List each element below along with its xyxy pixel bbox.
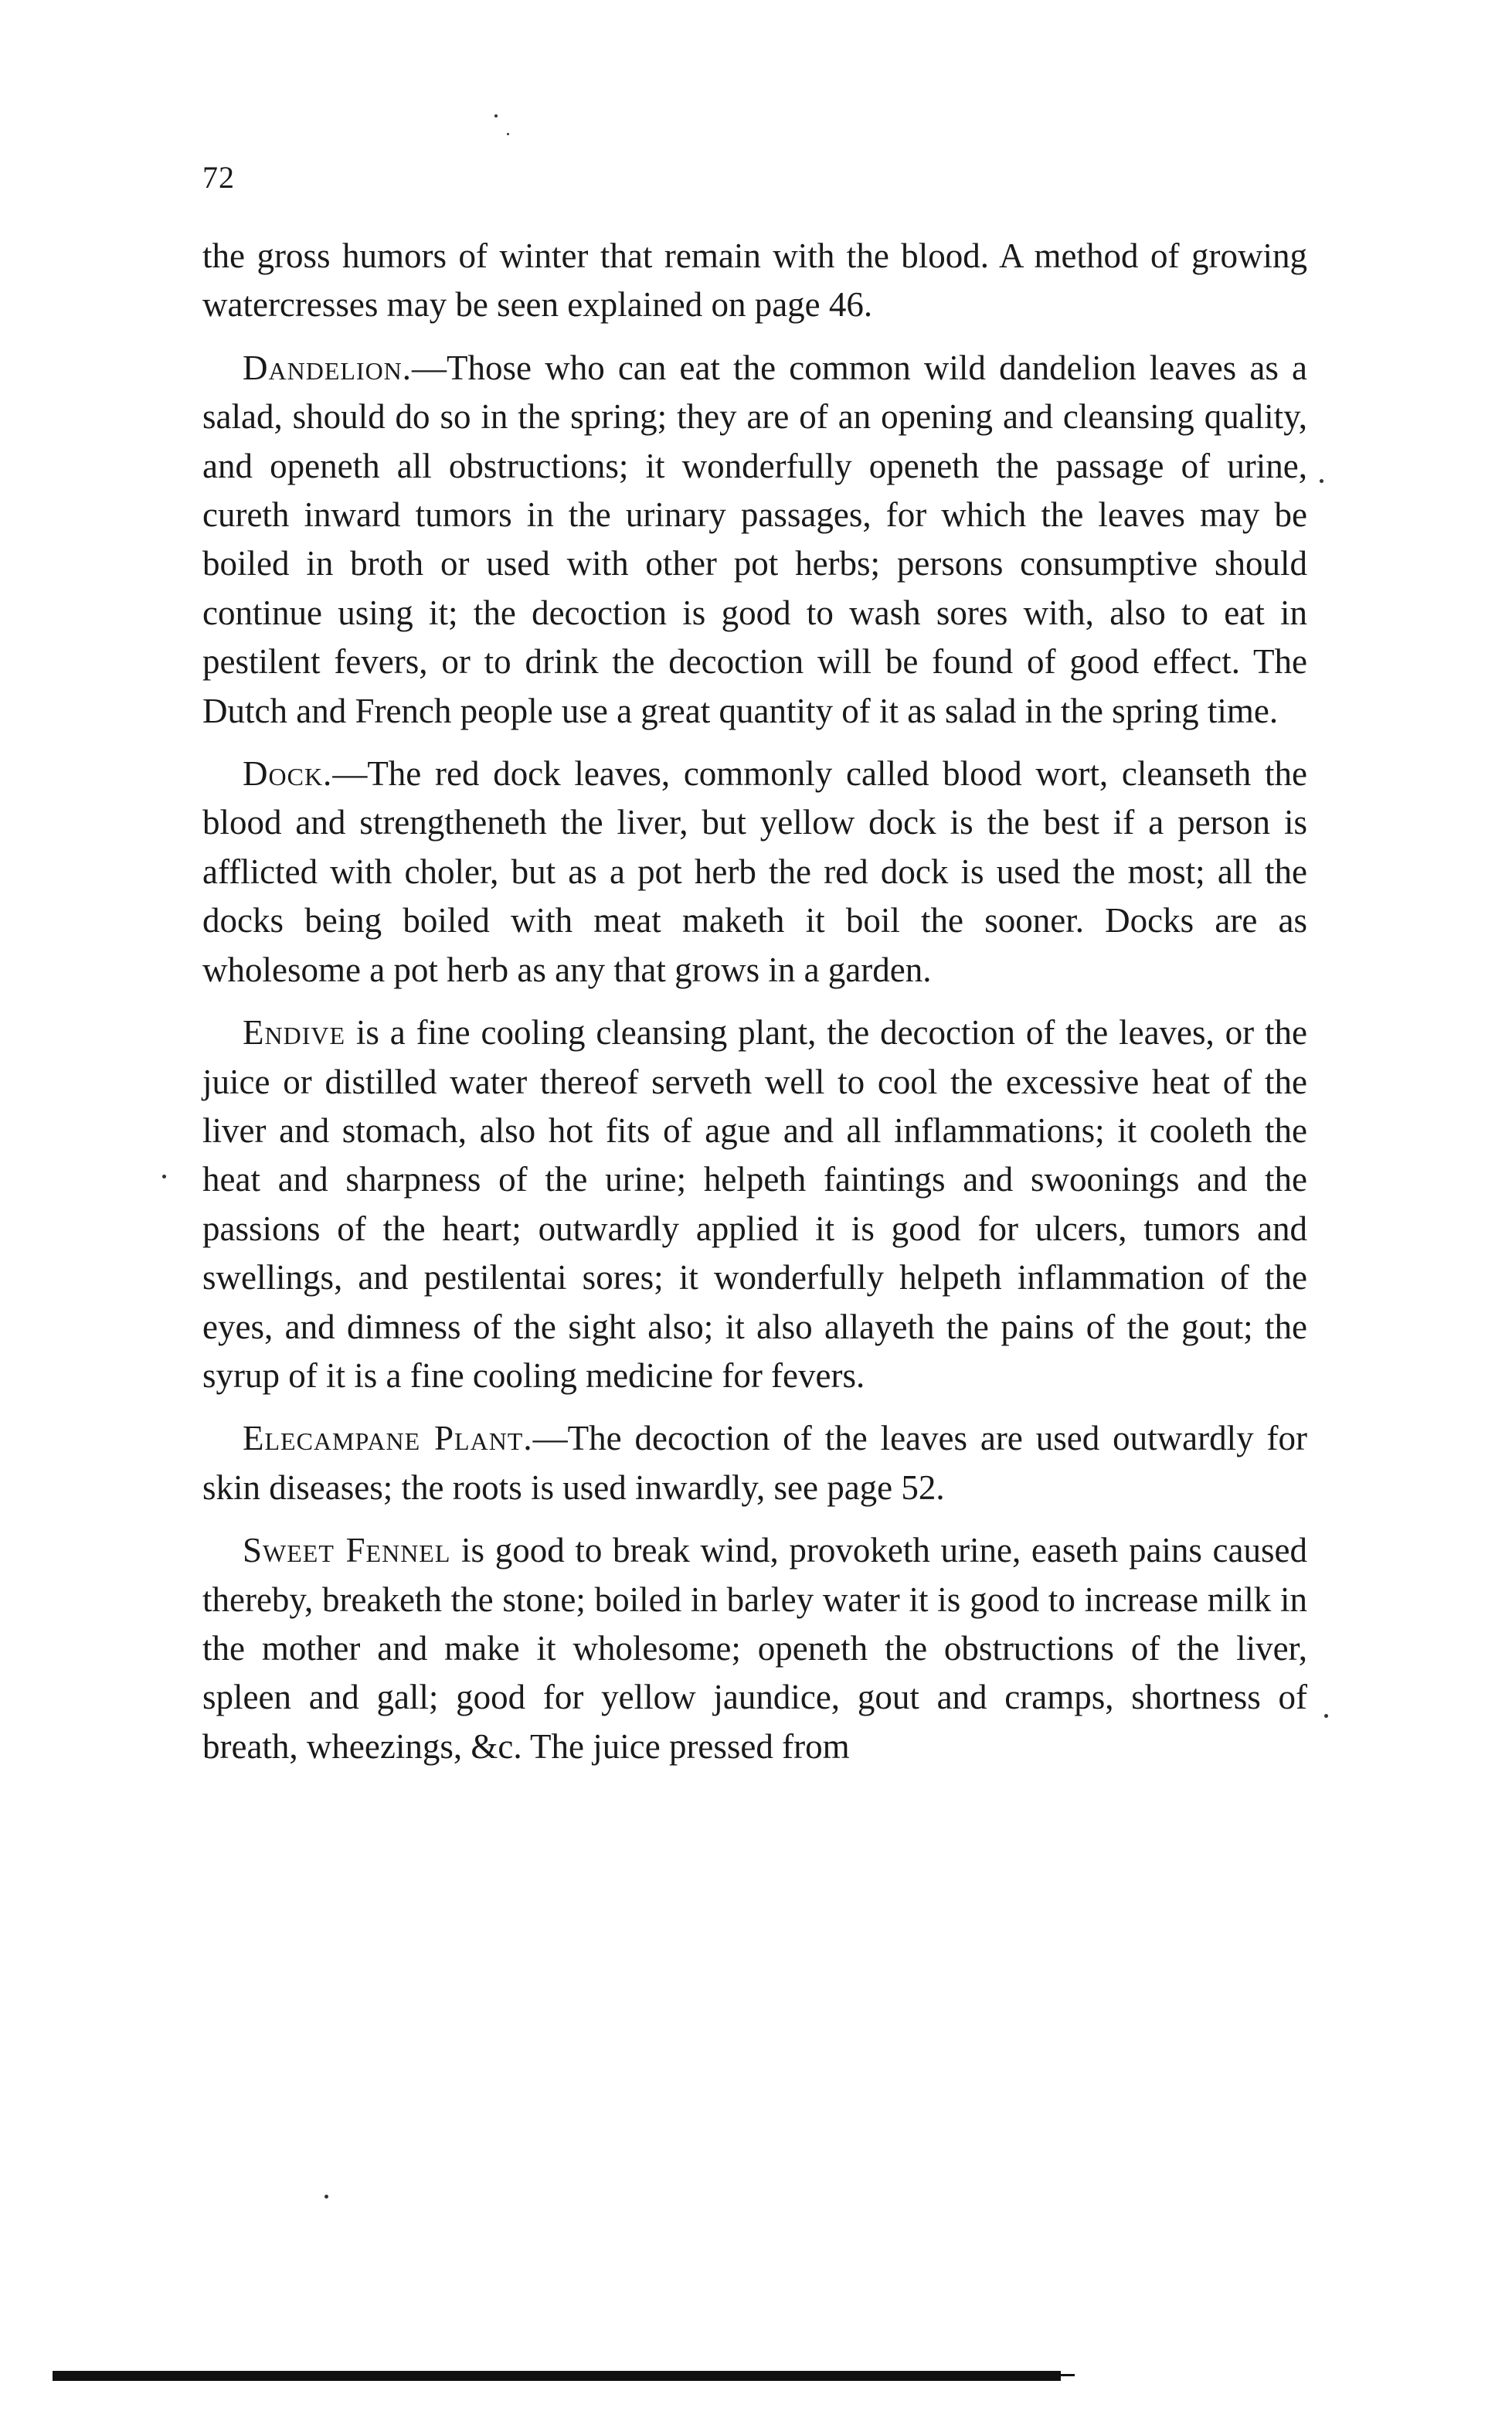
entry-dock xyxy=(202,750,1307,995)
scan-edge-bar xyxy=(53,2371,1061,2381)
entry-heading: Sweet Fennel xyxy=(243,1531,451,1570)
page-number: 72 xyxy=(202,160,235,195)
ink-speck xyxy=(507,133,509,135)
entry-heading: Endive xyxy=(243,1013,346,1053)
entry-heading: Elecampane Plant. xyxy=(243,1419,533,1458)
entry-text: is good to break wind, provoketh urine, easeth pains caused thereby, breaketh the stone; boiled in barley water it is good to increase milk in the mother and make it wholesome; openeth the obstructions of the liver, spleen and gall; good for yellow jaundice, gout and cramps, shortness of breath, wheezings, &c. The juice pressed from xyxy=(202,1531,1307,1766)
entry-text: —Those who can eat the common wild dandelion leaves as a salad, should do so in the spring; they are of an opening and cleansing quality, and openeth all obstructions; it wonderfully openeth the passage of urine, cureth inward tumors in the urinary passages, for which the leaves may be boiled in broth or used with other pot herbs; persons consumptive should continue using it; the decoction is good to wash sores with, also to eat in pestilent fevers, or to drink the decoction will be found of good effect. The Dutch and French people use a great quantity of it as salad in the spring time. xyxy=(202,348,1307,730)
ink-speck xyxy=(1320,479,1323,483)
entry-heading: Dandelion. xyxy=(243,348,413,387)
entry-text: —The decoction of the leaves are used outwardly for skin diseases; the roots is used inwardly, see page 52. xyxy=(202,1419,1307,1507)
ink-speck xyxy=(494,114,498,117)
ink-speck xyxy=(324,2195,328,2199)
paragraph-text: the gross humors of winter that remain with the blood. A method of growing watercresses may be seen explained on page 46. xyxy=(202,236,1307,325)
ink-speck xyxy=(162,1175,166,1178)
entry-elecampane xyxy=(202,1414,1307,1512)
entry-dandelion xyxy=(202,344,1307,736)
ink-speck xyxy=(1324,1714,1328,1718)
entry-heading: Dock. xyxy=(243,754,333,794)
paragraph-continuation xyxy=(202,232,1307,330)
scan-edge-tail xyxy=(1061,2374,1075,2376)
entry-text: —The red dock leaves, commonly called blood wort, cleanseth the blood and strengtheneth the liver, but yellow dock is the best if a person is afflicted with choler, but as a pot herb the red dock is used the most; all the docks being boiled with meat maketh it boil the sooner. Docks are as wholesome a pot herb as any that grows in a garden. xyxy=(202,754,1307,989)
entry-sweet-fennel xyxy=(202,1526,1307,1771)
entry-endive xyxy=(202,1008,1307,1400)
page-body xyxy=(202,232,1307,1771)
entry-text: is a fine cooling cleansing plant, the decoction of the leaves, or the juice or distilled water thereof serveth well to cool the excessive heat of the liver and stomach, also hot fits of ague and all inflammations; it cooleth the heat and sharpness of the urine; helpeth faintings and swoonings and the passions of the heart; outwardly applied it is good for ulcers, tumors and swellings, and pestilentai sores; it wonderfully helpeth inflammation of the eyes, and dimness of the sight also; it also allayeth the pains of the gout; the syrup of it is a fine cooling medicine for fevers. xyxy=(202,1013,1307,1395)
